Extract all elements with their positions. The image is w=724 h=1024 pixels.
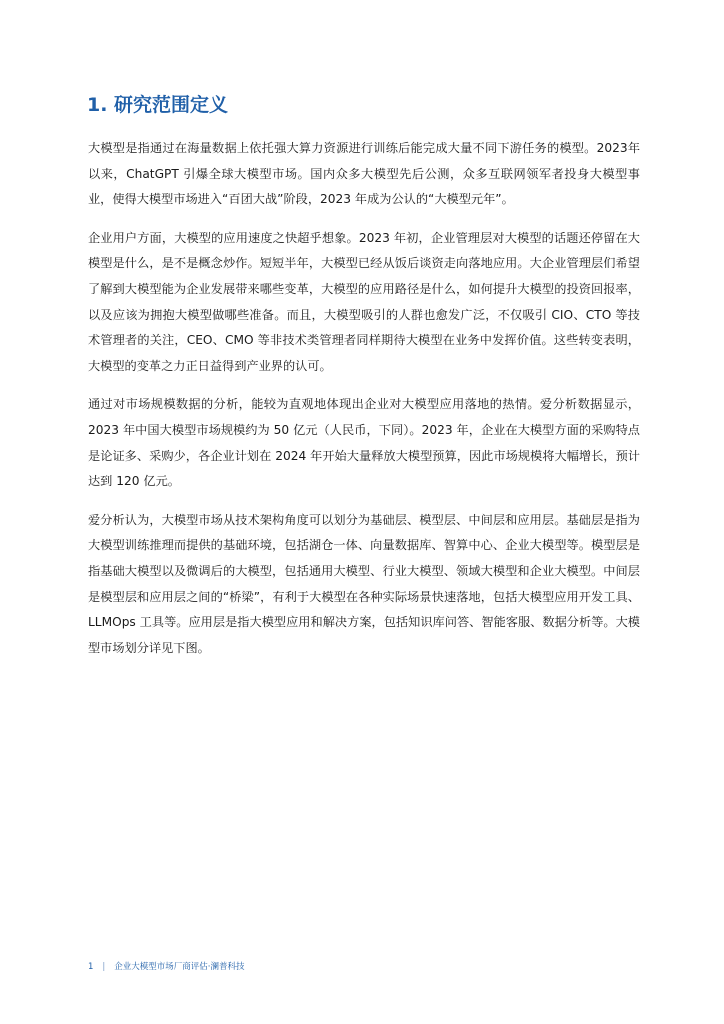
page-footer — [88, 960, 245, 974]
paragraph-definition: 大模型是指通过在海量数据上依托强大算力资源进行训练后能完成大量不同下游任务的模型。2023年以来，ChatGPT 引爆全球大模型市场。国内众多大模型先后公测，众多互联网领军者投身大模型事业，使得大模型市场进入“百团大战”阶段，2023 年成为公认的“大模型元年”。 — [88, 141, 640, 207]
page-number: 1 — [88, 962, 94, 972]
paragraph-market-size: 通过对市场规模数据的分析，能较为直观地体现出企业对大模型应用落地的热情。爱分析数据显示，2023 年中国大模型市场规模约为 50 亿元（人民币，下同）。2023 年，企业在大模型方面的采购特点是论证多、采购少，各企业计划在 2024 年开始大量释放大模型预算，因此市场规模将大幅增长，预计达到 120 亿元。 — [88, 397, 640, 489]
section-title: 1. 研究范围定义 — [87, 94, 229, 116]
paragraph-market-layers: 爱分析认为，大模型市场从技术架构角度可以划分为基础层、模型层、中间层和应用层。基础层是指为大模型训练推理而提供的基础环境，包括湖仓一体、向量数据库、智算中心、企业大模型等。模型层是指基础大模型以及微调后的大模型，包括通用大模型、行业大模型、领域大模型和企业大模型。中间层是模型层和应用层之间的“桥梁”，有利于大模型在各种实际场景快速落地，包括大模型应用开发工具、LLMOps 工具等。应用层是指大模型应用和解决方案，包括知识库问答、智能客服、数据分析等。大模型市场划分详见下图。 — [88, 512, 640, 655]
paragraph-enterprise-users: 企业用户方面，大模型的应用速度之快超乎想象。2023 年初，企业管理层对大模型的话题还停留在大模型是什么，是不是概念炒作。短短半年，大模型已经从饭后谈资走向落地应用。大企业管理层们希望了解到大模型能为企业发展带来哪些变革，大模型的应用路径是什么，如何提升大模型的投资回报率，以及应该为拥抱大模型做哪些准备。而且，大模型吸引的人群也愈发广泛，不仅吸引 CIO、CTO 等技术管理者的关注，CEO、CMO 等非技术类管理者同样期待大模型在业务中发挥价值。这些转变表明，大模型的变革之力正日益得到产业界的认可。 — [88, 230, 640, 373]
footer-report-title: 企业大模型市场厂商评估·澜普科技 — [114, 962, 245, 972]
footer-separator: | — [102, 962, 106, 972]
body-text — [88, 136, 640, 674]
